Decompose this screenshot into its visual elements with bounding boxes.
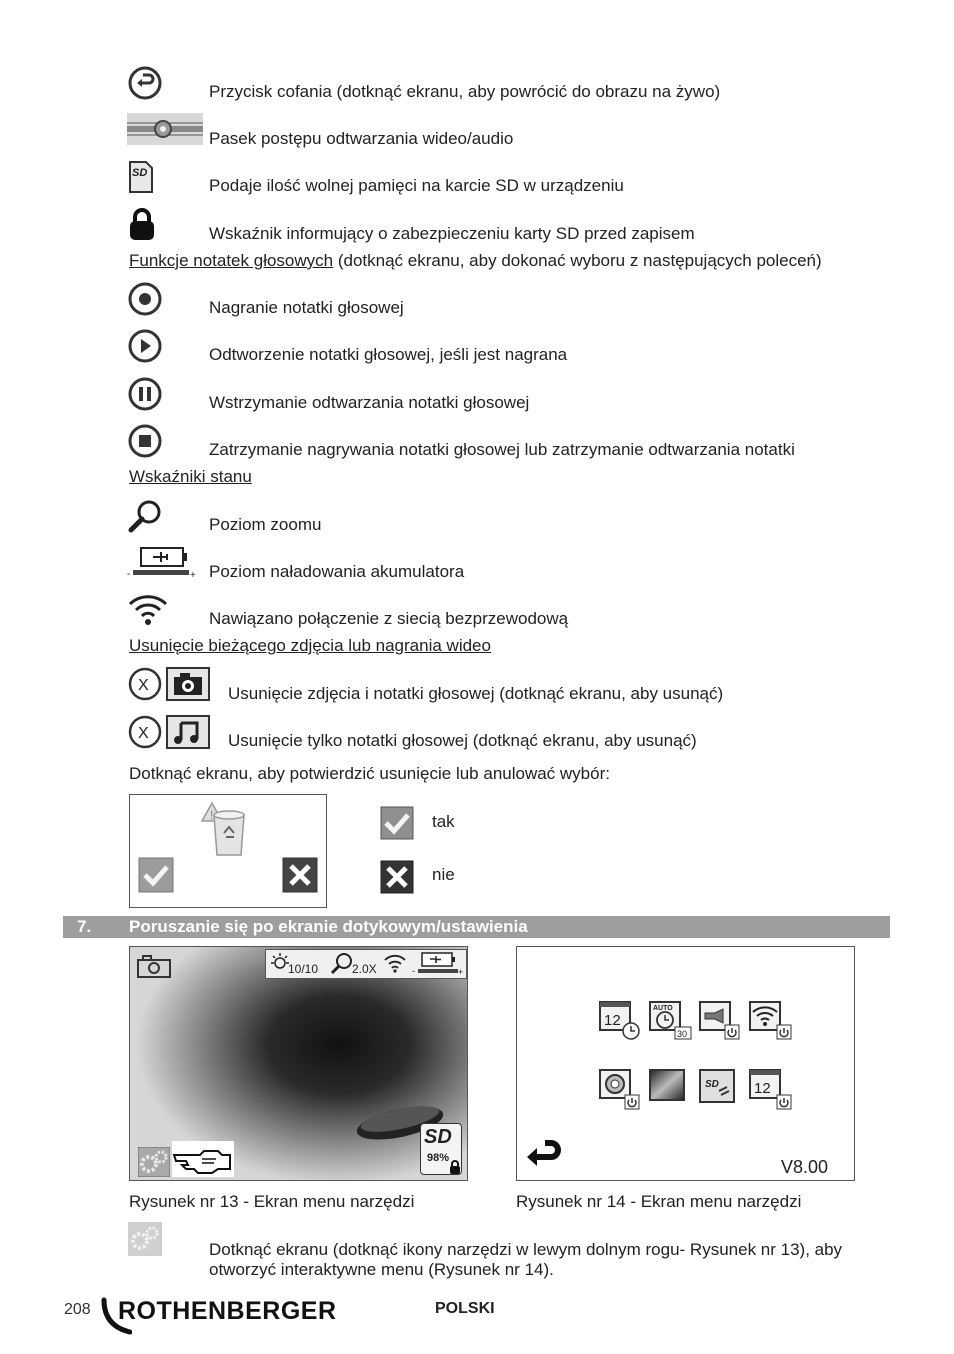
- tools-menu-screen: [516, 946, 855, 1181]
- caption-figure-13: Rysunek nr 13 - Ekran menu narzędzi: [129, 1192, 415, 1211]
- sd-lock-icon: [449, 1160, 461, 1174]
- zoom-level: 2.0X: [352, 962, 377, 976]
- delete-photo-desc: Usunięcie zdjęcia i notatki głosowej (dotknąć ekranu, aby usunąć): [228, 684, 724, 703]
- pause-desc: Wstrzymanie odtwarzania notatki głosowej: [209, 393, 530, 412]
- play-icon: [128, 329, 162, 363]
- status-bar: [265, 949, 467, 979]
- svg-text:!: !: [210, 808, 214, 822]
- play-desc: Odtworzenie notatki głosowej, jeśli jest nagrana: [209, 345, 568, 364]
- tools-icon: [128, 1222, 162, 1256]
- back-arrow-icon: [128, 66, 162, 100]
- svg-text:X: X: [138, 677, 149, 694]
- delete-audio-desc: Usunięcie tylko notatki głosowej (dotknąć ekranu, aby usunąć): [228, 731, 697, 750]
- wifi-power-icon[interactable]: [749, 1001, 795, 1041]
- trash-warning-icon: [198, 799, 254, 859]
- delete-heading: Usunięcie bieżącego zdjęcia lub nagrania wideo: [129, 636, 491, 655]
- section-number: 7.: [77, 917, 92, 936]
- tools-gear-icon[interactable]: [138, 1147, 170, 1177]
- sd-small-label: SD: [705, 1079, 719, 1090]
- camera-icon: [166, 667, 210, 701]
- sd-lock-desc: Wskaźnik informujący o zabezpieczeniu karty SD przed zapisem: [209, 224, 695, 243]
- back-button-desc: Przycisk cofania (dotknąć ekranu, aby powrócić do obrazu na żywo): [209, 82, 721, 101]
- sd-free-desc: Podaje ilość wolnej pamięci na karcie SD w urządzeniu: [209, 176, 624, 195]
- delete-x-icon: [128, 715, 162, 749]
- live-view-screen: [129, 946, 468, 1181]
- battery-status-icon: [410, 952, 464, 976]
- section-title: Poruszanie się po ekranie dotykowym/ustawienia: [129, 917, 528, 936]
- music-note-icon: [166, 715, 210, 749]
- page-number: 208: [64, 1301, 91, 1318]
- stop-icon: [128, 424, 162, 458]
- voice-notes-heading: Funkcje notatek głosowych (dotknąć ekranu, aby dokonać wyboru z następujących poleceń): [129, 251, 822, 270]
- record-icon: [128, 282, 162, 316]
- pause-icon: [128, 377, 162, 411]
- svg-text:-: -: [412, 966, 415, 976]
- image-effect-icon[interactable]: [649, 1069, 685, 1101]
- sd-indicator: [420, 1123, 462, 1175]
- check-icon[interactable]: [138, 857, 174, 893]
- date-power-icon[interactable]: [749, 1069, 795, 1111]
- yes-check-icon: [380, 806, 414, 840]
- svg-text:X: X: [138, 725, 149, 742]
- wifi-icon: [128, 592, 168, 626]
- zoom-icon: [330, 952, 354, 976]
- no-label: nie: [432, 865, 455, 884]
- sd-format-icon[interactable]: [699, 1069, 739, 1105]
- language-label: POLSKI: [435, 1300, 495, 1317]
- camera-mode-icon[interactable]: [136, 953, 172, 979]
- magnifier-icon: [128, 498, 164, 534]
- delete-x-icon: [128, 667, 162, 701]
- status-heading: Wskaźniki stanu: [129, 467, 252, 486]
- svg-text:SD: SD: [132, 167, 148, 179]
- battery-desc: Poziom naładowania akumulatora: [209, 562, 465, 581]
- record-desc: Nagranie notatki głosowej: [209, 298, 404, 317]
- calendar-number: 12: [604, 1012, 621, 1029]
- no-cross-icon: [380, 860, 414, 894]
- light-level: 10/10: [288, 962, 319, 976]
- sd-label: SD: [424, 1126, 452, 1148]
- section-header: [63, 916, 890, 938]
- wifi-desc: Nawiązano połączenie z siecią bezprzewodową: [209, 609, 569, 628]
- progress-bar-icon: [127, 113, 203, 145]
- svg-text:+: +: [458, 967, 464, 976]
- zoom-desc: Poziom zoomu: [209, 515, 322, 534]
- auto-number: 30: [677, 1029, 688, 1039]
- back-return-icon[interactable]: [525, 1139, 565, 1173]
- sd-percent: 98%: [427, 1152, 450, 1164]
- caption-figure-14: Rysunek nr 14 - Ekran menu narzędzi: [516, 1192, 802, 1211]
- light-icon: [270, 952, 290, 976]
- confirm-text: Dotknąć ekranu, aby potwierdzić usunięcie lub anulować wybór:: [129, 764, 610, 783]
- battery-icon: [127, 546, 199, 580]
- stop-desc: Zatrzymanie nagrywania notatki głosowej lub zatrzymanie odtwarzania notatki: [209, 440, 795, 459]
- sd-card-icon: [128, 160, 154, 194]
- auto-label: AUTO: [653, 1005, 673, 1012]
- tools-desc-line2: otworzyć interaktywne menu (Rysunek nr 14).: [209, 1260, 554, 1279]
- light-power-icon[interactable]: [699, 1001, 743, 1041]
- svg-text:+: +: [190, 570, 196, 580]
- yes-label: tak: [432, 812, 455, 831]
- confirm-dialog: [129, 794, 327, 908]
- date-time-icon[interactable]: [599, 1001, 641, 1041]
- wifi-status-icon: [384, 953, 406, 973]
- progress-bar-desc: Pasek postępu odtwarzania wideo/audio: [209, 129, 514, 148]
- reset-power-icon[interactable]: [599, 1069, 643, 1111]
- brand-logo: ROTHENBERGER: [118, 1297, 337, 1325]
- auto-off-timer-icon[interactable]: [649, 1001, 693, 1041]
- cross-icon[interactable]: [282, 857, 318, 893]
- tools-desc-line1: Dotknąć ekranu (dotknąć ikony narzędzi w lewym dolnym rogu- Rysunek nr 13), aby: [209, 1240, 843, 1259]
- pointing-hand-icon: [172, 1141, 234, 1177]
- version-label: V8.00: [781, 1157, 829, 1177]
- calendar-number-2: 12: [754, 1080, 771, 1097]
- svg-text:-: -: [127, 569, 131, 580]
- lock-icon: [128, 208, 156, 242]
